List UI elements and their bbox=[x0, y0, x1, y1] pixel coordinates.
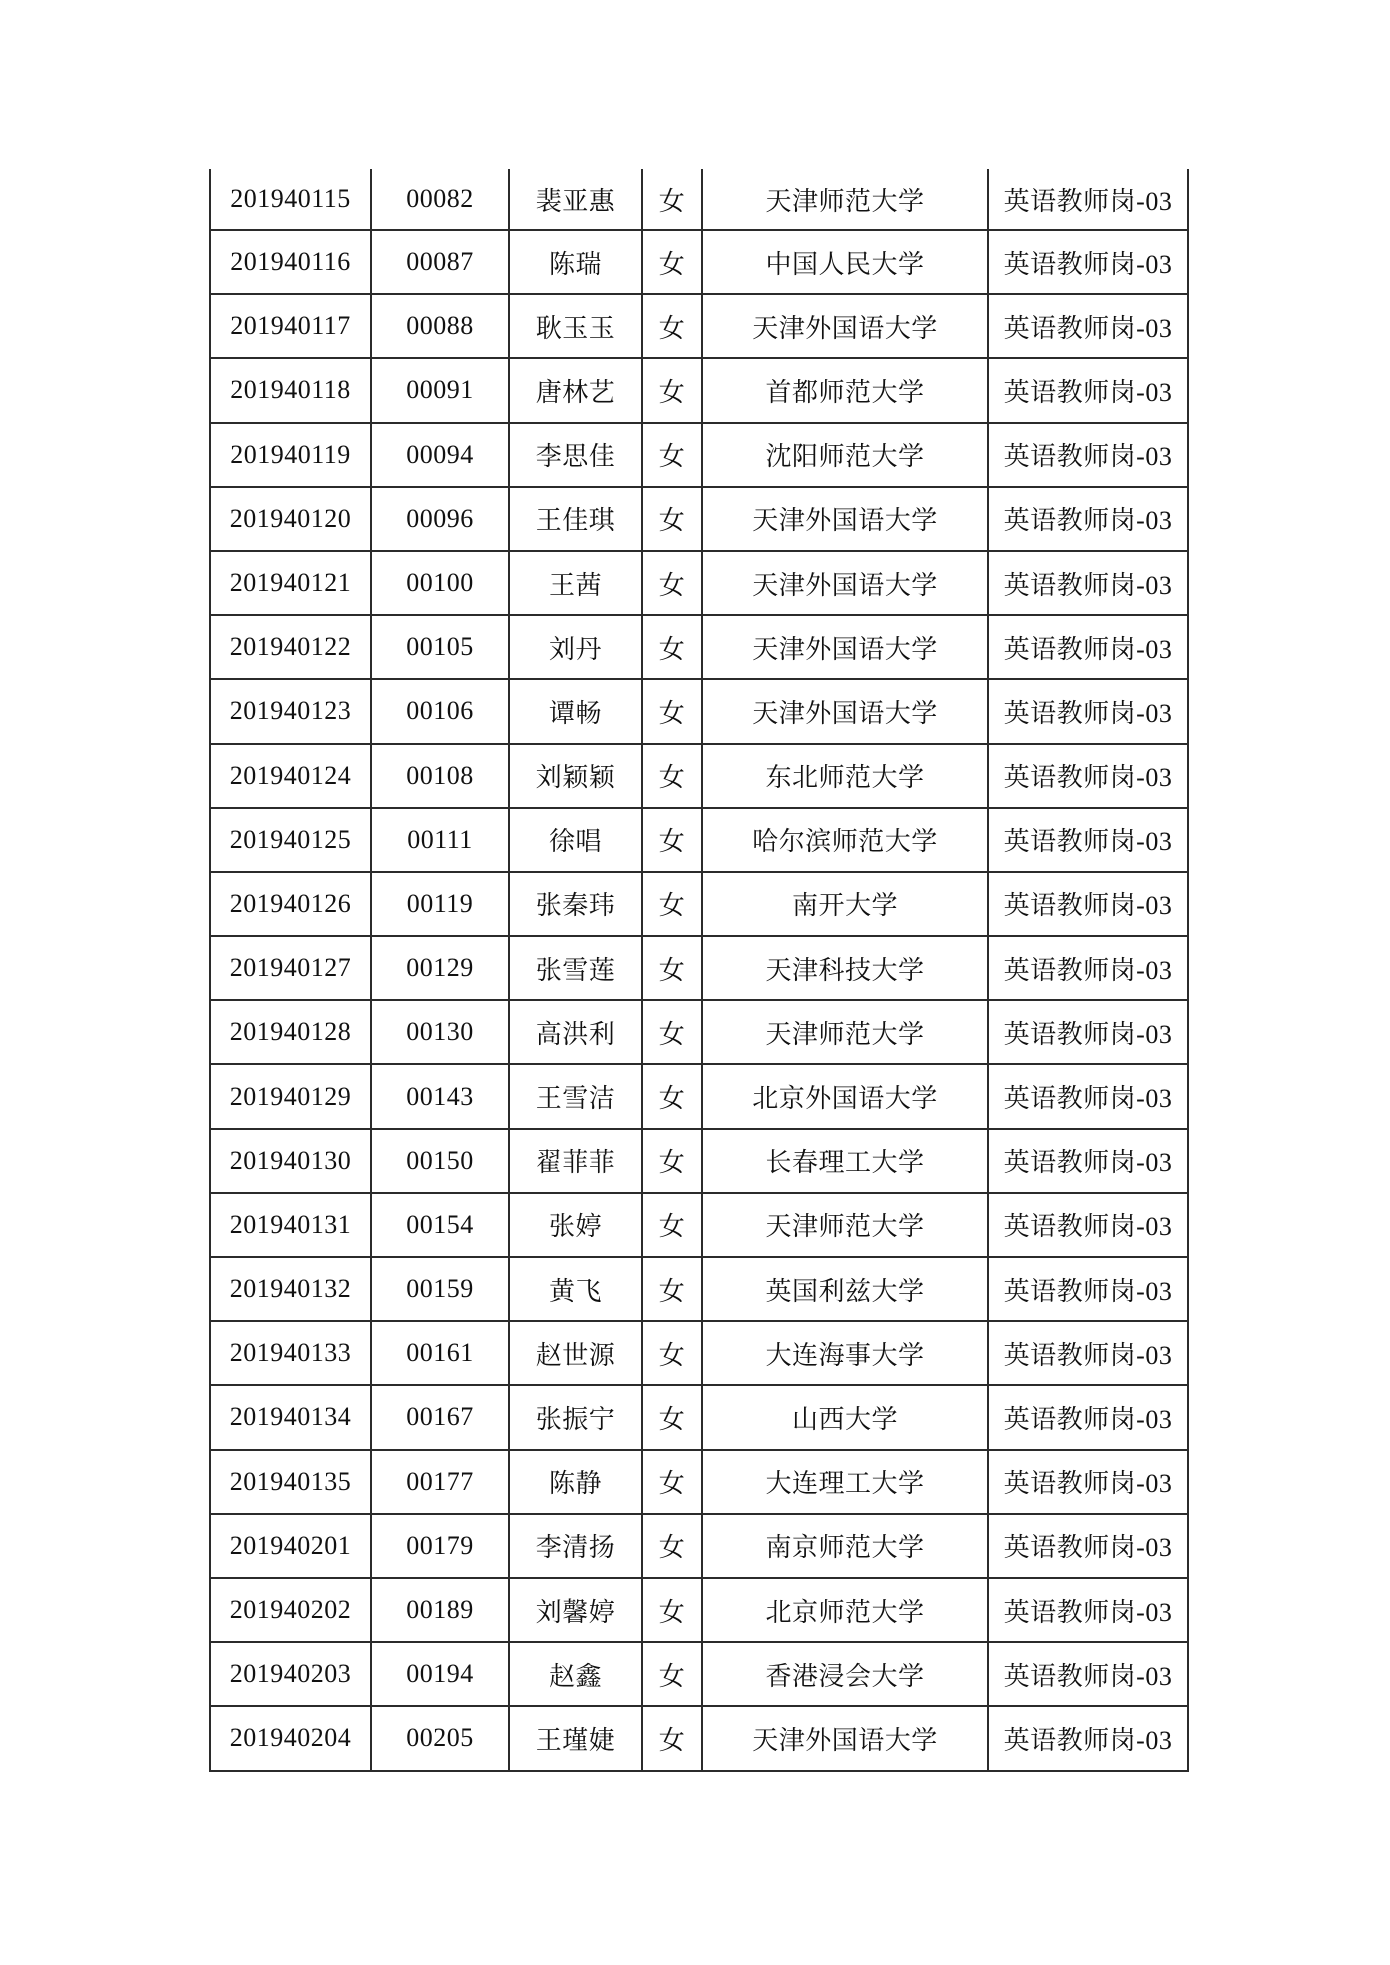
table-cell: 英语教师岗-03 bbox=[988, 1064, 1188, 1128]
table-cell: 201940120 bbox=[210, 487, 371, 551]
table-cell: 女 bbox=[642, 487, 702, 551]
table-row bbox=[210, 1514, 1188, 1578]
table-cell: 赵世源 bbox=[509, 1321, 642, 1385]
table-cell: 英语教师岗-03 bbox=[988, 294, 1188, 358]
table-cell: 英语教师岗-03 bbox=[988, 1450, 1188, 1514]
table-cell: 英语教师岗-03 bbox=[988, 1642, 1188, 1706]
table-cell: 00130 bbox=[371, 1000, 509, 1064]
table-row bbox=[210, 487, 1188, 551]
table-cell: 201940122 bbox=[210, 615, 371, 679]
table-cell: 天津外国语大学 bbox=[702, 551, 988, 615]
table-cell: 英语教师岗-03 bbox=[988, 1000, 1188, 1064]
table-cell: 00154 bbox=[371, 1193, 509, 1257]
table-row bbox=[210, 294, 1188, 358]
roster-table-body bbox=[210, 169, 1188, 1771]
table-cell: 00119 bbox=[371, 872, 509, 936]
table-cell: 英语教师岗-03 bbox=[988, 1385, 1188, 1449]
table-cell: 201940126 bbox=[210, 872, 371, 936]
table-cell: 翟菲菲 bbox=[509, 1129, 642, 1193]
table-cell: 英语教师岗-03 bbox=[988, 1321, 1188, 1385]
table-cell: 201940202 bbox=[210, 1578, 371, 1642]
table-cell: 00205 bbox=[371, 1706, 509, 1770]
table-row bbox=[210, 1385, 1188, 1449]
table-row bbox=[210, 1642, 1188, 1706]
table-cell: 中国人民大学 bbox=[702, 230, 988, 294]
table-cell: 00189 bbox=[371, 1578, 509, 1642]
table-cell: 陈静 bbox=[509, 1450, 642, 1514]
table-row bbox=[210, 230, 1188, 294]
table-cell: 刘馨婷 bbox=[509, 1578, 642, 1642]
table-cell: 裴亚惠 bbox=[509, 169, 642, 230]
table-cell: 英语教师岗-03 bbox=[988, 551, 1188, 615]
table-cell: 00094 bbox=[371, 423, 509, 487]
table-cell: 201940127 bbox=[210, 936, 371, 1000]
table-cell: 英语教师岗-03 bbox=[988, 1257, 1188, 1321]
table-cell: 大连理工大学 bbox=[702, 1450, 988, 1514]
table-row bbox=[210, 936, 1188, 1000]
table-cell: 天津外国语大学 bbox=[702, 679, 988, 743]
table-cell: 黄飞 bbox=[509, 1257, 642, 1321]
table-cell: 女 bbox=[642, 1129, 702, 1193]
table-cell: 201940117 bbox=[210, 294, 371, 358]
table-cell: 天津外国语大学 bbox=[702, 487, 988, 551]
table-cell: 00082 bbox=[371, 169, 509, 230]
table-cell: 天津外国语大学 bbox=[702, 615, 988, 679]
table-cell: 王茜 bbox=[509, 551, 642, 615]
table-cell: 00111 bbox=[371, 808, 509, 872]
table-row bbox=[210, 169, 1188, 230]
table-row bbox=[210, 1578, 1188, 1642]
table-cell: 天津外国语大学 bbox=[702, 1706, 988, 1770]
table-cell: 女 bbox=[642, 1064, 702, 1128]
table-row bbox=[210, 1450, 1188, 1514]
table-row bbox=[210, 1321, 1188, 1385]
table-cell: 00087 bbox=[371, 230, 509, 294]
candidate-roster-table bbox=[209, 169, 1189, 1772]
table-row bbox=[210, 679, 1188, 743]
table-cell: 201940135 bbox=[210, 1450, 371, 1514]
table-cell: 英语教师岗-03 bbox=[988, 744, 1188, 808]
table-cell: 女 bbox=[642, 423, 702, 487]
table-row bbox=[210, 744, 1188, 808]
table-cell: 英语教师岗-03 bbox=[988, 936, 1188, 1000]
table-cell: 女 bbox=[642, 808, 702, 872]
table-cell: 谭畅 bbox=[509, 679, 642, 743]
table-cell: 女 bbox=[642, 358, 702, 422]
table-cell: 女 bbox=[642, 551, 702, 615]
table-cell: 英语教师岗-03 bbox=[988, 1578, 1188, 1642]
table-cell: 赵鑫 bbox=[509, 1642, 642, 1706]
table-cell: 201940134 bbox=[210, 1385, 371, 1449]
table-cell: 女 bbox=[642, 294, 702, 358]
table-cell: 天津师范大学 bbox=[702, 1000, 988, 1064]
table-cell: 李思佳 bbox=[509, 423, 642, 487]
table-cell: 女 bbox=[642, 230, 702, 294]
table-cell: 201940121 bbox=[210, 551, 371, 615]
table-cell: 201940131 bbox=[210, 1193, 371, 1257]
table-cell: 女 bbox=[642, 1193, 702, 1257]
table-cell: 00096 bbox=[371, 487, 509, 551]
table-cell: 00106 bbox=[371, 679, 509, 743]
table-cell: 英国利兹大学 bbox=[702, 1257, 988, 1321]
table-cell: 201940132 bbox=[210, 1257, 371, 1321]
table-row bbox=[210, 1129, 1188, 1193]
table-cell: 天津科技大学 bbox=[702, 936, 988, 1000]
table-cell: 女 bbox=[642, 169, 702, 230]
table-row bbox=[210, 551, 1188, 615]
table-cell: 女 bbox=[642, 679, 702, 743]
table-cell: 00091 bbox=[371, 358, 509, 422]
table-cell: 山西大学 bbox=[702, 1385, 988, 1449]
table-cell: 大连海事大学 bbox=[702, 1321, 988, 1385]
table-cell: 00108 bbox=[371, 744, 509, 808]
table-cell: 英语教师岗-03 bbox=[988, 679, 1188, 743]
table-row bbox=[210, 1000, 1188, 1064]
table-cell: 英语教师岗-03 bbox=[988, 872, 1188, 936]
table-cell: 201940129 bbox=[210, 1064, 371, 1128]
table-row bbox=[210, 872, 1188, 936]
table-cell: 张秦玮 bbox=[509, 872, 642, 936]
table-cell: 00161 bbox=[371, 1321, 509, 1385]
table-cell: 201940128 bbox=[210, 1000, 371, 1064]
table-cell: 00100 bbox=[371, 551, 509, 615]
table-cell: 201940118 bbox=[210, 358, 371, 422]
table-cell: 女 bbox=[642, 1706, 702, 1770]
table-cell: 女 bbox=[642, 744, 702, 808]
table-cell: 王瑾婕 bbox=[509, 1706, 642, 1770]
table-cell: 英语教师岗-03 bbox=[988, 1193, 1188, 1257]
table-cell: 张振宁 bbox=[509, 1385, 642, 1449]
table-cell: 刘颖颖 bbox=[509, 744, 642, 808]
table-cell: 英语教师岗-03 bbox=[988, 487, 1188, 551]
table-cell: 徐唱 bbox=[509, 808, 642, 872]
table-cell: 英语教师岗-03 bbox=[988, 169, 1188, 230]
table-cell: 王佳琪 bbox=[509, 487, 642, 551]
table-row bbox=[210, 1064, 1188, 1128]
table-cell: 201940130 bbox=[210, 1129, 371, 1193]
table-cell: 00143 bbox=[371, 1064, 509, 1128]
table-cell: 首都师范大学 bbox=[702, 358, 988, 422]
table-cell: 陈瑞 bbox=[509, 230, 642, 294]
table-cell: 201940116 bbox=[210, 230, 371, 294]
table-cell: 女 bbox=[642, 872, 702, 936]
table-cell: 女 bbox=[642, 1385, 702, 1449]
table-cell: 201940203 bbox=[210, 1642, 371, 1706]
table-cell: 201940119 bbox=[210, 423, 371, 487]
table-cell: 天津外国语大学 bbox=[702, 294, 988, 358]
table-cell: 00159 bbox=[371, 1257, 509, 1321]
table-cell: 高洪利 bbox=[509, 1000, 642, 1064]
table-row bbox=[210, 615, 1188, 679]
table-cell: 女 bbox=[642, 615, 702, 679]
table-cell: 天津师范大学 bbox=[702, 169, 988, 230]
table-cell: 女 bbox=[642, 1642, 702, 1706]
table-cell: 201940124 bbox=[210, 744, 371, 808]
table-cell: 北京外国语大学 bbox=[702, 1064, 988, 1128]
table-cell: 英语教师岗-03 bbox=[988, 423, 1188, 487]
table-cell: 长春理工大学 bbox=[702, 1129, 988, 1193]
table-cell: 张婷 bbox=[509, 1193, 642, 1257]
table-cell: 00150 bbox=[371, 1129, 509, 1193]
table-cell: 南京师范大学 bbox=[702, 1514, 988, 1578]
table-cell: 女 bbox=[642, 1257, 702, 1321]
table-cell: 沈阳师范大学 bbox=[702, 423, 988, 487]
table-cell: 北京师范大学 bbox=[702, 1578, 988, 1642]
table-cell: 张雪莲 bbox=[509, 936, 642, 1000]
table-cell: 英语教师岗-03 bbox=[988, 1514, 1188, 1578]
table-cell: 00194 bbox=[371, 1642, 509, 1706]
table-cell: 刘丹 bbox=[509, 615, 642, 679]
table-cell: 201940201 bbox=[210, 1514, 371, 1578]
table-cell: 女 bbox=[642, 1000, 702, 1064]
table-cell: 东北师范大学 bbox=[702, 744, 988, 808]
table-row bbox=[210, 423, 1188, 487]
table-cell: 王雪洁 bbox=[509, 1064, 642, 1128]
table-cell: 201940133 bbox=[210, 1321, 371, 1385]
table-cell: 英语教师岗-03 bbox=[988, 808, 1188, 872]
table-cell: 女 bbox=[642, 1450, 702, 1514]
table-cell: 唐林艺 bbox=[509, 358, 642, 422]
table-cell: 天津师范大学 bbox=[702, 1193, 988, 1257]
table-cell: 00105 bbox=[371, 615, 509, 679]
table-cell: 00167 bbox=[371, 1385, 509, 1449]
table-cell: 英语教师岗-03 bbox=[988, 230, 1188, 294]
table-cell: 00088 bbox=[371, 294, 509, 358]
table-row bbox=[210, 1257, 1188, 1321]
table-cell: 201940204 bbox=[210, 1706, 371, 1770]
table-cell: 201940115 bbox=[210, 169, 371, 230]
table-cell: 00177 bbox=[371, 1450, 509, 1514]
table-cell: 英语教师岗-03 bbox=[988, 358, 1188, 422]
table-cell: 李清扬 bbox=[509, 1514, 642, 1578]
table-row bbox=[210, 358, 1188, 422]
table-cell: 00179 bbox=[371, 1514, 509, 1578]
table-cell: 00129 bbox=[371, 936, 509, 1000]
table-cell: 英语教师岗-03 bbox=[988, 1706, 1188, 1770]
table-cell: 女 bbox=[642, 936, 702, 1000]
table-cell: 香港浸会大学 bbox=[702, 1642, 988, 1706]
table-cell: 女 bbox=[642, 1578, 702, 1642]
table-cell: 耿玉玉 bbox=[509, 294, 642, 358]
table-cell: 女 bbox=[642, 1321, 702, 1385]
table-cell: 哈尔滨师范大学 bbox=[702, 808, 988, 872]
table-cell: 201940125 bbox=[210, 808, 371, 872]
table-cell: 英语教师岗-03 bbox=[988, 615, 1188, 679]
table-cell: 女 bbox=[642, 1514, 702, 1578]
table-row bbox=[210, 1706, 1188, 1770]
table-cell: 南开大学 bbox=[702, 872, 988, 936]
table-row bbox=[210, 1193, 1188, 1257]
table-cell: 英语教师岗-03 bbox=[988, 1129, 1188, 1193]
table-row bbox=[210, 808, 1188, 872]
table-cell: 201940123 bbox=[210, 679, 371, 743]
